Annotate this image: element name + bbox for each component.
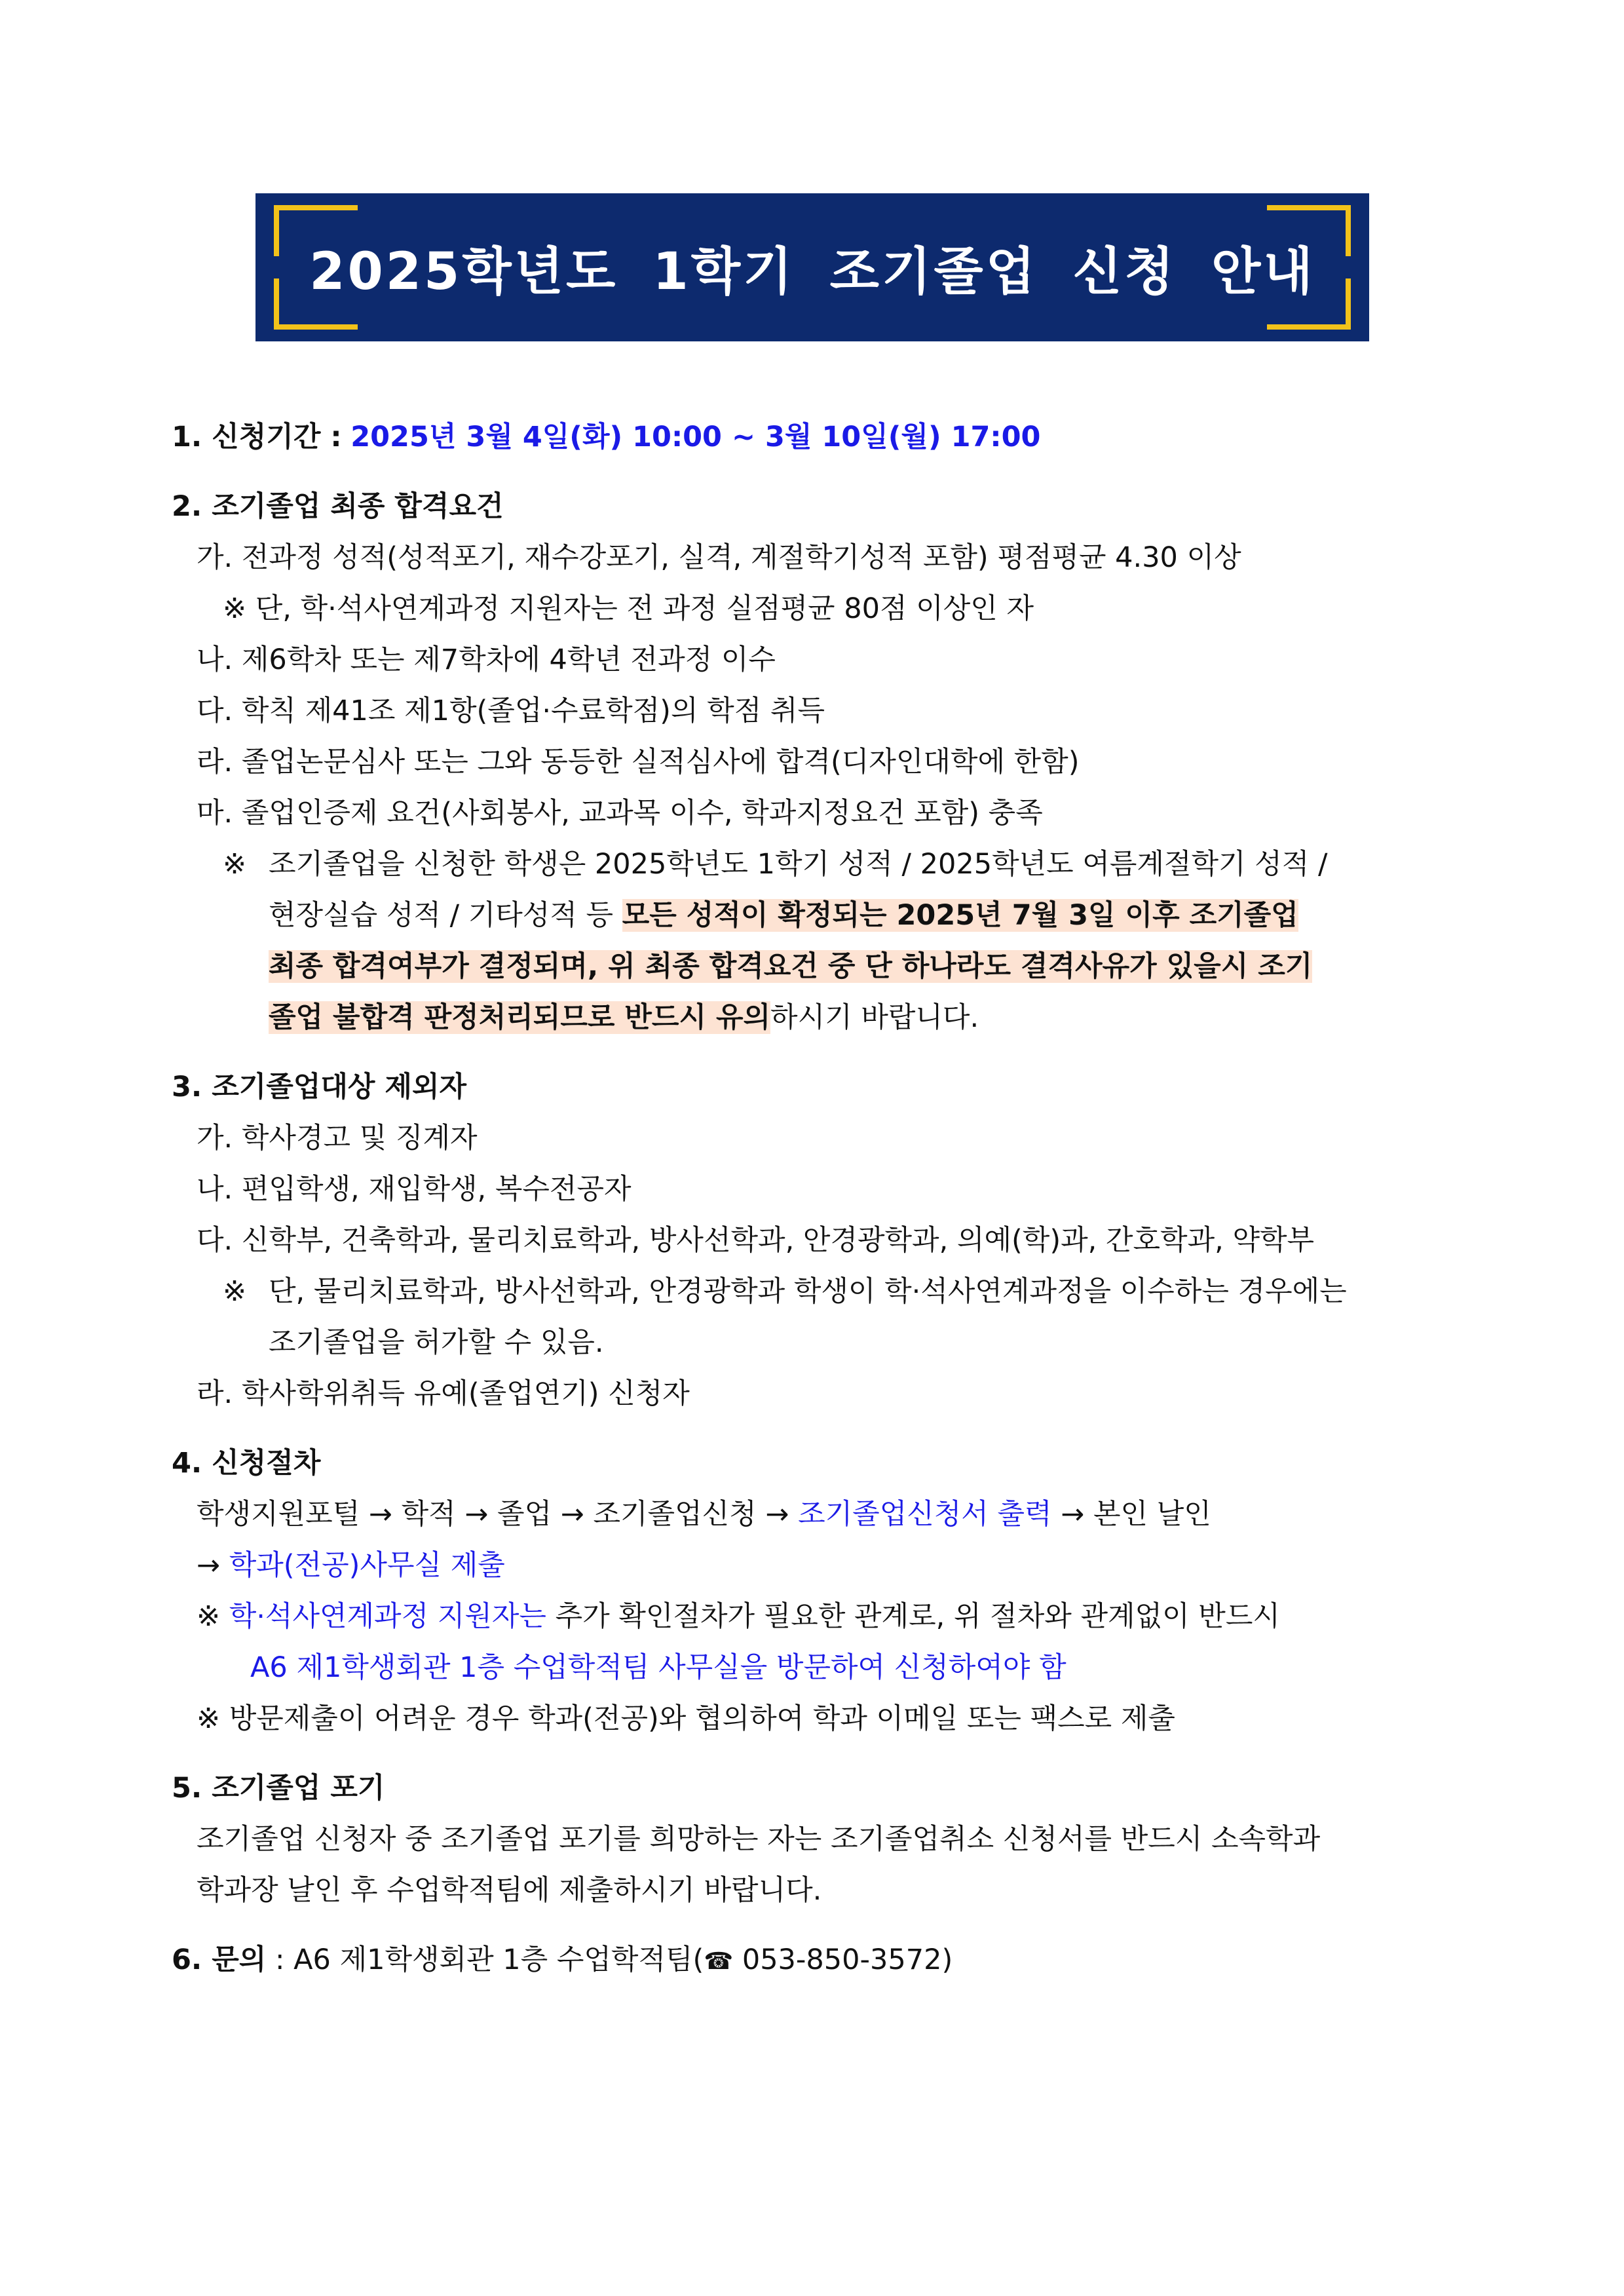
section-3-heading: 3. 조기졸업대상 제외자 [172,1071,467,1103]
requirement-ma: 마. 졸업인증제 요건(사회봉사, 교과목 이수, 학과지정요건 포함) 충족 [197,797,1043,830]
procedure-seal: → 본인 날인 [1051,1498,1211,1531]
section-1-heading: 1. 신청기간 : [172,421,342,453]
withdrawal-line-2: 학과장 날인 후 수업학적팀에 제출하시기 바랍니다. [197,1874,822,1907]
warning-line-4-highlight: 졸업 불합격 판정처리되므로 반드시 유의 [269,1001,771,1034]
exclusion-na: 나. 편입학생, 재입학생, 복수전공자 [197,1173,632,1206]
procedure-line-1 [172,1489,1469,1540]
page-title: 2025학년도 1학기 조기졸업 신청 안내 [309,242,1315,301]
exclusion-note-line-1: 단, 물리치료학과, 방사선학과, 안경광학과 학생이 학·석사연계과정을 이수하는 경우에는 [269,1275,1347,1308]
exclusion-da: 다. 신학부, 건축학과, 물리치료학과, 방사선학과, 안경광학과, 의예(학)과, 간호학과, 약학부 [197,1224,1315,1257]
requirement-ga-note: ※ 단, 학·석사연계과정 지원자는 전 과정 실점평균 80점 이상인 자 [223,592,1034,625]
note-mark: ※ [223,1275,247,1308]
warning-line-4-plain: 하시기 바랍니다. [770,1001,979,1034]
requirement-warning-note [172,839,1469,1043]
exclusion-ra: 라. 학사학위취득 유예(졸업연기) 신청자 [197,1377,690,1410]
procedure-print-form: 조기졸업신청서 출력 [798,1498,1052,1531]
requirement-ga: 가. 전과정 성적(성적포기, 재수강포기, 실격, 계절학기성적 포함) 평점평균 4.30 이상 [197,541,1241,574]
procedure-arrow: → [197,1549,229,1582]
withdrawal-line-1: 조기졸업 신청자 중 조기졸업 포기를 희망하는 자는 조기졸업취소 신청서를 반드시 소속학과 [197,1823,1321,1856]
section-2-heading: 2. 조기졸업 최종 합격요건 [172,490,504,523]
telephone-icon: ☎ [704,1948,734,1975]
section-6-heading: 6. 문의 [172,1943,267,1976]
procedure-note-1-line-2: A6 제1학생회관 1층 수업학적팀 사무실을 방문하여 신청하여야 함 [250,1651,1067,1684]
requirement-ra: 라. 졸업논문심사 또는 그와 동등한 실적심사에 합격(디자인대학에 한함) [197,746,1080,778]
section-1-period [172,411,1469,463]
warning-line-3-highlight: 최종 합격여부가 결정되며, 위 최종 합격요건 중 단 하나라도 결격사유가 있을시 조기 [269,950,1313,983]
warning-line-2-plain: 현장실습 성적 / 기타성적 등 [269,899,622,932]
exclusion-ga: 가. 학사경고 및 징계자 [197,1122,478,1155]
notice-body [172,411,1469,1987]
section-6-contact [172,1934,1469,1987]
warning-line-2 [269,890,1469,941]
note-mark: ※ [223,848,247,881]
procedure-submit-office: 학과(전공)사무실 제출 [229,1549,505,1582]
procedure-note-1 [172,1591,1469,1642]
requirement-da: 다. 학칙 제41조 제1항(졸업·수료학점)의 학점 취득 [197,695,825,727]
procedure-note-1-target: 학·석사연계과정 지원자는 [229,1600,546,1633]
exclusion-note [172,1266,1469,1368]
warning-line-1: 조기졸업을 신청한 학생은 2025학년도 1학기 성적 / 2025학년도 여름계절학기 성적 / [269,848,1328,881]
warning-line-4 [269,992,1469,1043]
section-5-heading: 5. 조기졸업 포기 [172,1772,385,1805]
procedure-steps: 학생지원포털 → 학적 → 졸업 → 조기졸업신청 → [197,1498,799,1531]
title-banner [255,193,1369,341]
contact-phone: 053-850-3572) [733,1943,953,1976]
exclusion-note-line-2: 조기졸업을 허가할 수 있음. [269,1326,604,1359]
warning-line-3 [269,941,1469,992]
warning-line-2-highlight: 모든 성적이 확정되는 2025년 7월 3일 이후 조기졸업 [622,899,1298,932]
contact-location: : A6 제1학생회관 1층 수업학적팀( [266,1943,704,1976]
procedure-note-2: ※ 방문제출이 어려운 경우 학과(전공)와 협의하여 학과 이메일 또는 팩스로 제출 [197,1702,1175,1735]
procedure-note-1-text: 추가 확인절차가 필요한 관계로, 위 절차와 관계없이 반드시 [546,1600,1280,1633]
note-mark: ※ [197,1600,229,1633]
procedure-line-2 [172,1540,1469,1591]
application-period-value: 2025년 3월 4일(화) 10:00 ~ 3월 10일(월) 17:00 [350,421,1041,453]
requirement-na: 나. 제6학차 또는 제7학차에 4학년 전과정 이수 [197,643,776,676]
section-4-heading: 4. 신청절차 [172,1447,321,1480]
